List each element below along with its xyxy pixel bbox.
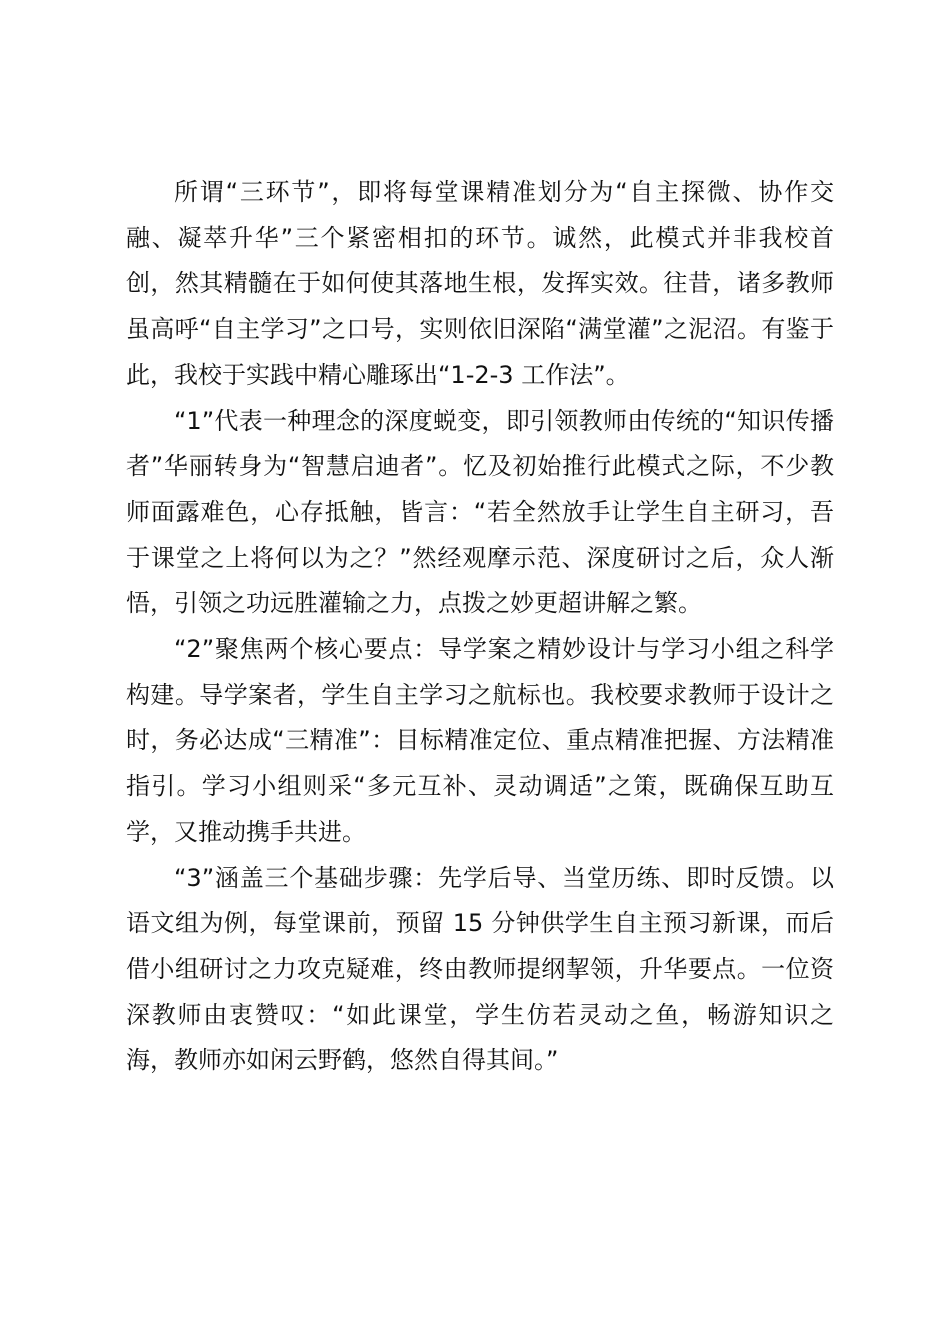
paragraph-point-three: “3”涵盖三个基础步骤：先学后导、当堂历练、即时反馈。以语文组为例，每堂课前，预留 15 分钟供学生自主预习新课，而后借小组研讨之力攻克疑难，终由教师提纲挈领，升华要点。一位资深教师由衷赞叹：“如此课堂，学生仿若灵动之鱼，畅游知识之海，教师亦如闲云野鹤，悠然自得其间。” <box>126 863 834 1075</box>
paragraph-point-two: “2”聚焦两个核心要点：导学案之精妙设计与学习小组之科学构建。导学案者，学生自主学习之航标也。我校要求教师于设计之时，务必达成“三精准”：目标精准定位、重点精准把握、方法精准指引。学习小组则采“多元互补、灵动调适”之策，既确保互助互学，又推动携手共进。 <box>126 635 834 846</box>
document-body <box>126 170 834 1084</box>
paragraph-three-steps: 所谓“三环节”，即将每堂课精准划分为“自主探微、协作交融、凝萃升华”三个紧密相扣的环节。诚然，此模式并非我校首创，然其精髓在于如何使其落地生根，发挥实效。往昔，诸多教师虽高呼“自主学习”之口号，实则依旧深陷“满堂灌”之泥沼。有鉴于此，我校于实践中精心雕琢出“1-2-3 工作法”。 <box>126 178 834 389</box>
paragraph-point-one: “1”代表一种理念的深度蜕变，即引领教师由传统的“知识传播者”华丽转身为“智慧启迪者”。忆及初始推行此模式之际，不少教师面露难色，心存抵触，皆言：“若全然放手让学生自主研习，吾于课堂之上将何以为之？”然经观摩示范、深度研讨之后，众人渐悟，引领之功远胜灌输之力，点拨之妙更超讲解之繁。 <box>126 406 834 618</box>
